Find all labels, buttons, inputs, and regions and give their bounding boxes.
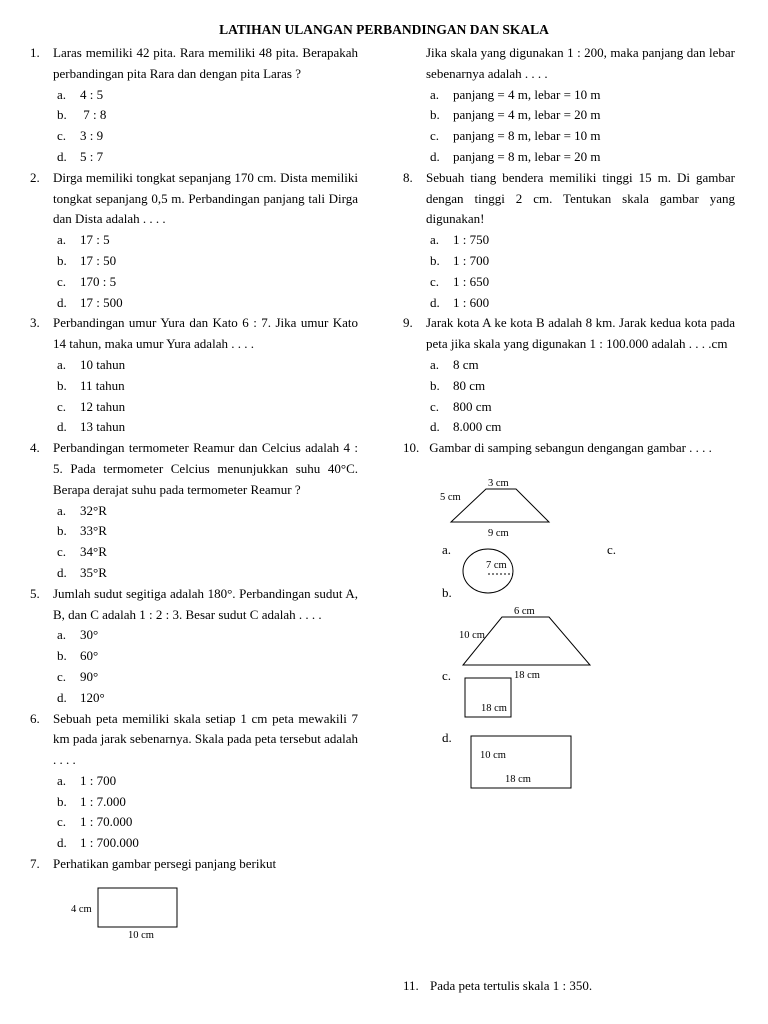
question-7 <box>30 854 358 875</box>
answer-option <box>30 812 358 833</box>
option-letter: d. <box>57 148 67 164</box>
q10-option-c-label: c. <box>442 668 452 683</box>
answer-option <box>30 563 358 584</box>
option-letter: a. <box>57 232 67 248</box>
option-letter: b. <box>57 107 67 123</box>
option-text: 1 : 7.000 <box>80 793 126 809</box>
option-letter: d. <box>57 294 67 310</box>
q10-trap-b-top-label: 6 cm <box>514 606 535 617</box>
option-text: 90° <box>80 668 99 684</box>
left-column <box>30 43 358 940</box>
option-text: 11 tahun <box>80 377 125 393</box>
option-letter: b. <box>57 793 67 809</box>
question-number: 7. <box>30 856 40 872</box>
option-letter: a. <box>57 356 67 372</box>
q10-rect-d-label2: 18 cm <box>505 774 531 785</box>
question-number: 3. <box>30 315 40 331</box>
q10-square-c-label: 18 cm <box>481 703 507 714</box>
option-text: 1 : 700.000 <box>80 835 139 851</box>
option-letter: c. <box>57 273 67 289</box>
answer-option <box>30 105 358 126</box>
question-10 <box>403 438 735 459</box>
answer-option <box>30 272 358 293</box>
option-text: 17 : 500 <box>80 294 123 310</box>
option-text: panjang = 8 m, lebar = 20 m <box>453 148 601 164</box>
option-letter: d. <box>57 689 67 705</box>
question-1 <box>30 43 358 168</box>
answer-option <box>403 293 735 314</box>
question-3 <box>30 313 358 438</box>
answer-option <box>30 688 358 709</box>
question-text: Perhatikan gambar persegi panjang berikut <box>53 856 277 872</box>
option-letter: c. <box>57 668 67 684</box>
option-letter: d. <box>430 419 440 435</box>
answer-option <box>403 376 735 397</box>
option-letter: d. <box>430 148 440 164</box>
option-letter: a. <box>57 772 67 788</box>
option-letter: a. <box>430 356 440 372</box>
answer-option <box>30 417 358 438</box>
q10-main-top-label: 3 cm <box>488 478 509 489</box>
question-4 <box>30 438 358 584</box>
option-text: 34°R <box>80 544 107 560</box>
right-column <box>403 43 735 459</box>
q10-option-b-label: b. <box>442 585 452 600</box>
answer-option <box>403 272 735 293</box>
answer-option <box>30 792 358 813</box>
answer-option <box>30 293 358 314</box>
question-text: Laras memiliki 42 pita. Rara memiliki 48 pita. Berapakah perbandingan pita Rara dan dengan pita Laras ? <box>53 45 358 81</box>
question-text: Perbandingan umur Yura dan Kato 6 : 7. Jika umur Kato 14 tahun, maka umur Yura adalah . . . . <box>53 315 358 352</box>
answer-option <box>403 417 735 438</box>
option-letter: b. <box>57 648 67 664</box>
option-text: 32°R <box>80 502 107 518</box>
answer-option <box>403 105 735 126</box>
option-letter: d. <box>57 419 67 435</box>
q7-continued <box>403 43 735 85</box>
option-text: 4 : 5 <box>80 86 104 102</box>
option-text: 35°R <box>80 564 107 580</box>
option-letter: b. <box>430 252 440 268</box>
answer-option <box>403 355 735 376</box>
option-letter: a. <box>57 627 67 643</box>
option-letter: b. <box>57 252 67 268</box>
option-letter: c. <box>57 128 67 144</box>
option-text: 13 tahun <box>80 419 126 435</box>
q10-option-c-right-label: c. <box>607 542 617 557</box>
question-number: 9. <box>403 315 413 331</box>
question-number: 6. <box>30 710 40 726</box>
option-text: 1 : 600 <box>453 294 490 310</box>
option-letter: d. <box>57 835 67 851</box>
option-letter: c. <box>57 814 67 830</box>
answer-option <box>30 147 358 168</box>
option-letter: b. <box>430 377 440 393</box>
q10-main-bottom-label: 9 cm <box>488 528 509 539</box>
option-letter: b. <box>57 523 67 539</box>
q7-continued-text: Jika skala yang digunakan 1 : 200, maka panjang dan lebar sebenarnya adalah . . . . <box>426 45 735 81</box>
question-number: 1. <box>30 45 40 60</box>
answer-option <box>30 251 358 272</box>
q7-rectangle-figure <box>30 878 358 940</box>
option-letter: a. <box>430 86 440 102</box>
answer-option <box>30 667 358 688</box>
q10-trap-b-side-label: 10 cm <box>459 630 485 641</box>
question-11 <box>403 976 735 997</box>
answer-option <box>403 230 735 251</box>
answer-option <box>30 646 358 667</box>
answer-option <box>403 85 735 106</box>
option-letter: b. <box>57 377 67 393</box>
question-number: 4. <box>30 440 40 456</box>
answer-option <box>30 771 358 792</box>
option-letter: a. <box>57 502 67 518</box>
option-text: 170 : 5 <box>80 273 117 289</box>
q10-rect-d <box>471 736 571 788</box>
page-title: LATIHAN ULANGAN PERBANDINGAN DAN SKALA <box>219 22 549 37</box>
answer-option <box>403 126 735 147</box>
option-text: panjang = 4 m, lebar = 10 m <box>453 86 601 102</box>
option-text: 1 : 650 <box>453 273 490 289</box>
option-text: 12 tahun <box>80 398 126 414</box>
q10-main-trapezoid <box>451 489 549 522</box>
question-number: 5. <box>30 585 40 601</box>
question-9 <box>403 313 735 438</box>
question-number: 2. <box>30 169 40 185</box>
option-letter: c. <box>430 128 440 144</box>
q10-option-a-label: a. <box>442 542 452 557</box>
option-letter: c. <box>430 398 440 414</box>
question-number: 11. <box>403 978 419 993</box>
question-text: Jumlah sudut segitiga adalah 180°. Perbandingan sudut A, B, dan C adalah 1 : 2 : 3. Besar sudut C adalah . . . . <box>53 585 358 622</box>
q7-rectangle <box>98 888 177 927</box>
answer-option <box>403 147 735 168</box>
option-text: 3 : 9 <box>80 128 104 144</box>
answer-option <box>30 501 358 522</box>
answer-option <box>30 521 358 542</box>
question-6 <box>30 709 358 855</box>
question-text: Jarak kota A ke kota B adalah 8 km. Jarak kedua kota pada peta jika skala yang digunakan 1 : 100.000 adalah . . . .cm <box>426 315 735 352</box>
option-text: 5 : 7 <box>80 148 104 164</box>
answer-option <box>30 126 358 147</box>
option-letter: c. <box>57 544 67 560</box>
q10-rect-d-label1: 10 cm <box>480 750 506 761</box>
question-number: 8. <box>403 169 413 185</box>
question-text: Sebuah tiang bendera memiliki tinggi 15 m. Di gambar dengan tinggi 2 cm. Tentukan skala gambar yang digunakan! <box>426 169 735 227</box>
option-text: 10 tahun <box>80 356 126 372</box>
answer-option <box>403 397 735 418</box>
option-text: 80 cm <box>453 377 486 393</box>
option-text: 8.000 cm <box>453 419 502 435</box>
option-text: 1 : 700 <box>453 252 490 268</box>
answer-option <box>30 376 358 397</box>
question-text: Gambar di samping sebangun dengangan gambar . . . . <box>426 440 712 456</box>
q7-height-label: 4 cm <box>71 903 92 915</box>
q7-width-label: 10 cm <box>128 929 154 940</box>
option-text: 17 : 5 <box>80 232 110 248</box>
option-text: 30° <box>80 627 99 643</box>
q10-trapezoid-b <box>463 617 590 665</box>
option-text: 33°R <box>80 523 107 539</box>
q10-square-c <box>465 678 511 717</box>
question-text: Perbandingan termometer Reamur dan Celcius adalah 4 : 5. Pada termometer Celcius menunjukkan suhu 40°C. Berapa derajat suhu pada termometer Reamur ? <box>53 440 358 497</box>
q10-circle-label: 7 cm <box>486 560 507 571</box>
option-text: 1 : 750 <box>453 232 490 248</box>
option-text: 800 cm <box>453 398 492 414</box>
option-text: panjang = 4 m, lebar = 20 m <box>453 107 601 123</box>
option-letter: a. <box>57 86 67 102</box>
option-letter: c. <box>430 273 440 289</box>
answer-option <box>30 833 358 854</box>
answer-option <box>30 230 358 251</box>
question-text: Dirga memiliki tongkat sepanjang 170 cm. Dista memiliki tongkat sepanjang 0,5 m. Perbandingan panjang tali Dirga dan Dista adalah . . . . <box>53 169 358 227</box>
option-text: 120° <box>80 689 105 705</box>
option-text: 1 : 70.000 <box>80 814 133 830</box>
answer-option <box>30 397 358 418</box>
option-text: 7 : 8 <box>80 107 107 123</box>
question-8 <box>403 168 735 314</box>
question-text: Pada peta tertulis skala 1 : 350. <box>430 978 593 993</box>
option-letter: a. <box>430 232 440 248</box>
answer-option <box>403 251 735 272</box>
question-2 <box>30 168 358 314</box>
answer-option <box>30 542 358 563</box>
q10-trap-b-bottom-label: 18 cm <box>514 670 540 681</box>
option-letter: d. <box>57 564 67 580</box>
answer-option <box>30 355 358 376</box>
question-5 <box>30 584 358 709</box>
q10-circle <box>463 549 513 593</box>
option-text: panjang = 8 m, lebar = 10 m <box>453 128 601 144</box>
option-text: 60° <box>80 648 99 664</box>
option-letter: c. <box>57 398 67 414</box>
answer-option <box>30 625 358 646</box>
answer-option <box>30 85 358 106</box>
question-number: 10. <box>403 440 420 456</box>
q10-option-d-label: d. <box>442 730 452 745</box>
option-letter: d. <box>430 294 440 310</box>
option-letter: b. <box>430 107 440 123</box>
q10-main-side-label: 5 cm <box>440 492 461 503</box>
question-text: Sebuah peta memiliki skala setiap 1 cm peta mewakili 7 km pada jarak sebenarnya. Skala pada peta tersebut adalah . . . . <box>53 710 358 768</box>
option-text: 1 : 700 <box>80 772 117 788</box>
option-text: 8 cm <box>453 356 479 372</box>
option-text: 17 : 50 <box>80 252 117 268</box>
